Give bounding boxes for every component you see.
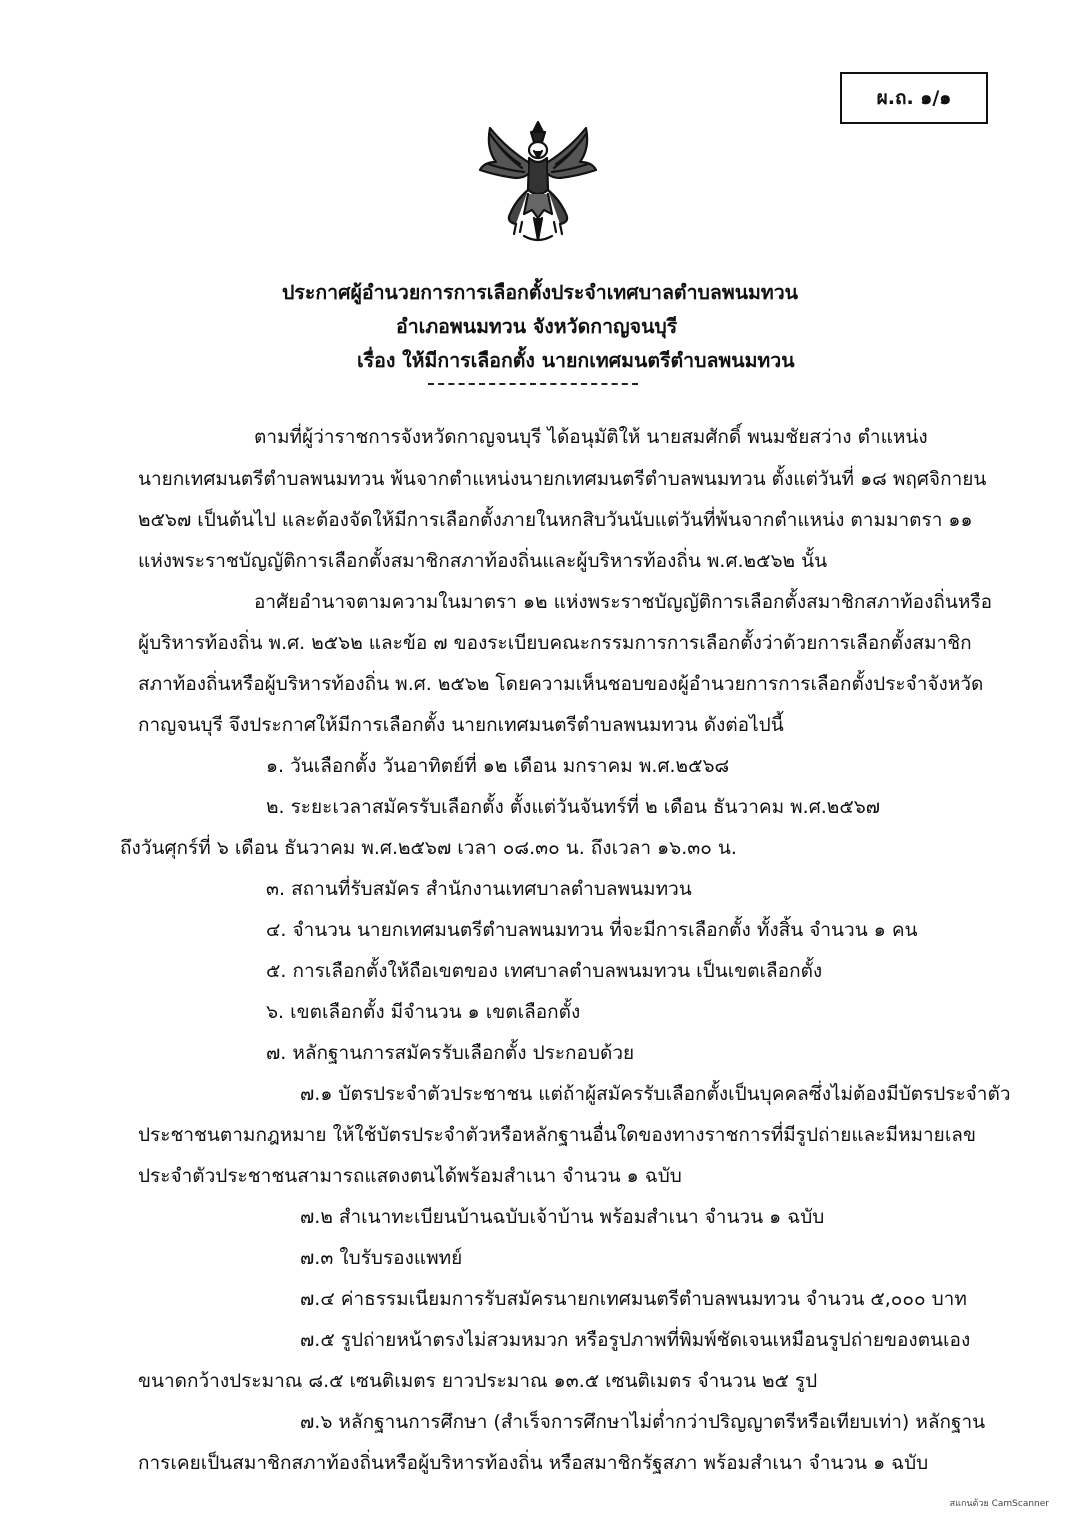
item-4: ๔. จำนวน นายกเทศมนตรีตำบลพนมทวน ที่จะมีการเลือกตั้ง ทั้งสิ้น จำนวน ๑ คน [266, 919, 918, 941]
heading-divider [428, 383, 638, 385]
item-7-1-line-1: ๗.๑ บัตรประจำตัวประชาชน แต่ถ้าผู้สมัครรับเลือกตั้งเป็นบุคคลซึ่งไม่ต้องมีบัตรประจำตัว [300, 1083, 1011, 1105]
item-7-1-line-3: ประจำตัวประชาชนสามารถแสดงตนได้พร้อมสำเนา จำนวน ๑ ฉบับ [138, 1165, 682, 1187]
scanner-watermark: สแกนด้วย CamScanner [949, 1499, 1049, 1509]
item-5: ๕. การเลือกตั้งให้ถือเขตของ เทศบาลตำบลพนมทวน เป็นเขตเลือกตั้ง [266, 960, 823, 982]
item-1: ๑. วันเลือกตั้ง วันอาทิตย์ที่ ๑๒ เดือน มกราคม พ.ศ.๒๕๖๘ [266, 755, 730, 777]
item-7-2: ๗.๒ สำเนาทะเบียนบ้านฉบับเจ้าบ้าน พร้อมสำเนา จำนวน ๑ ฉบับ [300, 1206, 825, 1228]
item-7: ๗. หลักฐานการสมัครรับเลือกตั้ง ประกอบด้วย [266, 1042, 635, 1064]
paragraph-1-line-2: นายกเทศมนตรีตำบลพนมทวน พ้นจากตำแหน่งนายกเทศมนตรีตำบลพนมทวน ตั้งแต่วันที่ ๑๘ พฤศจิกายน [138, 468, 987, 490]
paragraph-2-line-2: ผู้บริหารท้องถิ่น พ.ศ. ๒๕๖๒ และข้อ ๗ ของระเบียบคณะกรรมการการเลือกตั้งว่าด้วยการเลือกตั้งสมาชิก [138, 632, 972, 654]
garuda-emblem-icon [476, 118, 600, 246]
heading-subject: เรื่อง ให้มีการเลือกตั้ง นายกเทศมนตรีตำบลพนมทวน [357, 349, 795, 372]
item-7-4: ๗.๔ ค่าธรรมเนียมการรับสมัครนายกเทศมนตรีตำบลพนมทวน จำนวน ๕,๐๐๐ บาท [300, 1288, 967, 1310]
item-6: ๖. เขตเลือกตั้ง มีจำนวน ๑ เขตเลือกตั้ง [266, 1001, 581, 1023]
item-7-6-line-1: ๗.๖ หลักฐานการศึกษา (สำเร็จการศึกษาไม่ต่ำกว่าปริญญาตรีหรือเทียบเท่า) หลักฐาน [300, 1411, 986, 1433]
item-7-1-line-2: ประชาชนตามกฎหมาย ให้ใช้บัตรประจำตัวหรือหลักฐานอื่นใดของทางราชการที่มีรูปถ่ายและมีหมายเลข [138, 1124, 976, 1146]
paragraph-1-line-3: ๒๕๖๗ เป็นต้นไป และต้องจัดให้มีการเลือกตั้งภายในหกสิบวันนับแต่วันที่พ้นจากตำแหน่ง ตามมาตรา ๑๑ [138, 509, 973, 531]
item-7-5-line-2: ขนาดกว้างประมาณ ๘.๕ เซนติเมตร ยาวประมาณ ๑๓.๕ เซนติเมตร จำนวน ๒๕ รูป [138, 1370, 818, 1392]
item-2-line-1: ๒. ระยะเวลาสมัครรับเลือกตั้ง ตั้งแต่วันจันทร์ที่ ๒ เดือน ธันวาคม พ.ศ.๒๕๖๗ [266, 796, 881, 818]
item-2-line-2: ถึงวันศุกร์ที่ ๖ เดือน ธันวาคม พ.ศ.๒๕๖๗ เวลา ๐๘.๓๐ น. ถึงเวลา ๑๖.๓๐ น. [120, 837, 737, 859]
item-7-5-line-1: ๗.๕ รูปถ่ายหน้าตรงไม่สวมหมวก หรือรูปภาพที่พิมพ์ชัดเจนเหมือนรูปถ่ายของตนเอง [300, 1329, 971, 1351]
heading-title: ประกาศผู้อำนวยการการเลือกตั้งประจำเทศบาลตำบลพนมทวน [282, 281, 799, 304]
heading-district: อำเภอพนมทวน จังหวัดกาญจนบุรี [396, 315, 678, 338]
paragraph-2-line-4: กาญจนบุรี จึงประกาศให้มีการเลือกตั้ง นายกเทศมนตรีตำบลพนมทวน ดังต่อไปนี้ [138, 714, 784, 736]
paragraph-1-line-4: แห่งพระราชบัญญัติการเลือกตั้งสมาชิกสภาท้องถิ่นและผู้บริหารท้องถิ่น พ.ศ.๒๕๖๒ นั้น [138, 550, 828, 572]
item-7-3: ๗.๓ ใบรับรองแพทย์ [300, 1247, 463, 1269]
item-3: ๓. สถานที่รับสมัคร สำนักงานเทศบาลตำบลพนมทวน [266, 878, 692, 900]
item-7-6-line-2: การเคยเป็นสมาชิกสภาท้องถิ่นหรือผู้บริหารท้องถิ่น หรือสมาชิกรัฐสภา พร้อมสำเนา จำนวน ๑ ฉบับ [138, 1452, 929, 1474]
paragraph-1-line-1: ตามที่ผู้ว่าราชการจังหวัดกาญจนบุรี ได้อนุมัติให้ นายสมศักดิ์ พนมชัยสว่าง ตำแหน่ง [254, 426, 928, 448]
paragraph-2-line-1: อาศัยอำนาจตามความในมาตรา ๑๒ แห่งพระราชบัญญัติการเลือกตั้งสมาชิกสภาท้องถิ่นหรือ [254, 591, 992, 613]
paragraph-2-line-3: สภาท้องถิ่นหรือผู้บริหารท้องถิ่น พ.ศ. ๒๕๖๒ โดยความเห็นชอบของผู้อำนวยการการเลือกตั้งประจำจังหวัด [138, 673, 984, 695]
form-code-box: ผ.ถ. ๑/๑ [840, 72, 988, 124]
